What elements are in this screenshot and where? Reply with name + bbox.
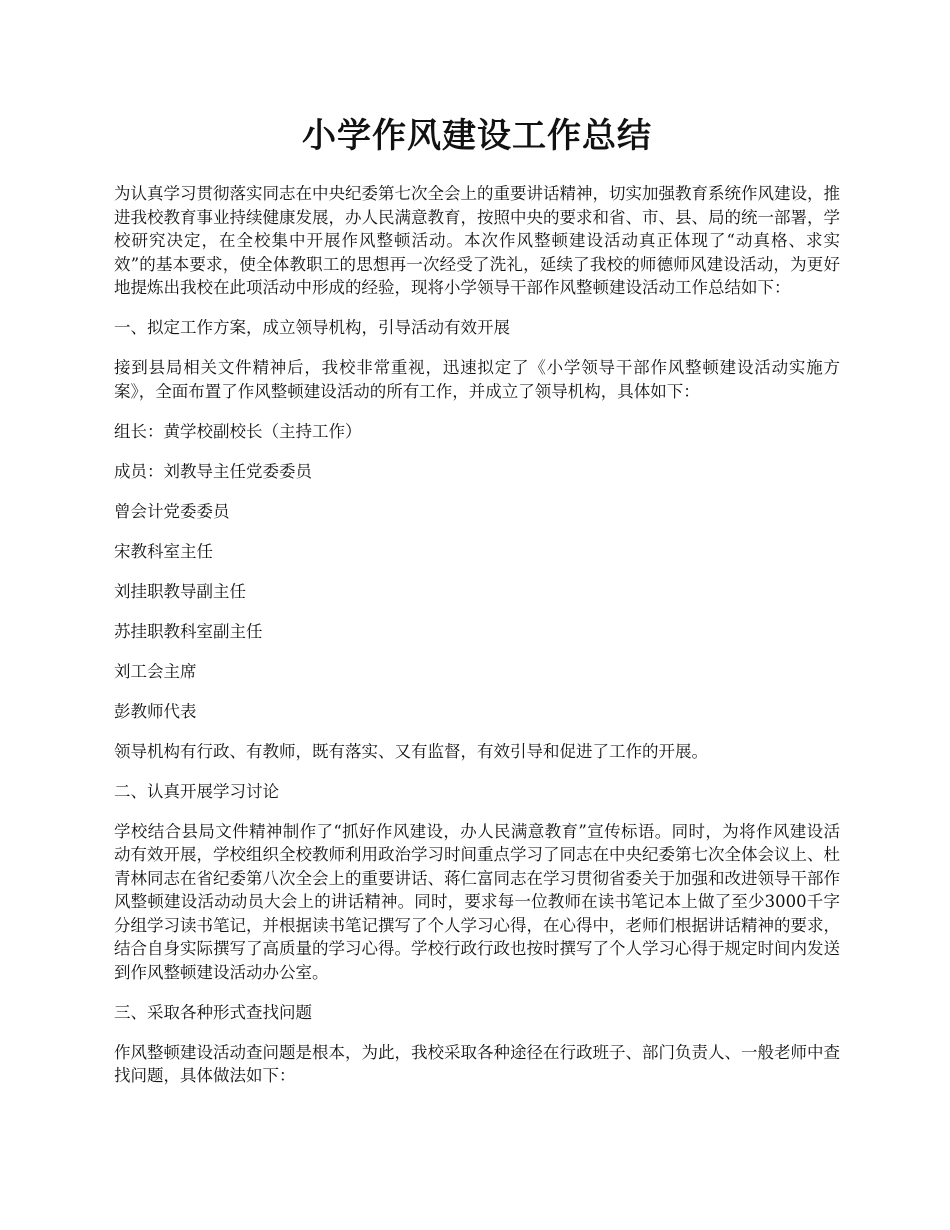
member-line: 宋教科室主任 xyxy=(114,541,213,561)
member-line: 曾会计党委委员 xyxy=(114,501,230,521)
section1-heading: 一、拟定工作方案，成立领导机构，引导活动有效开展 xyxy=(114,318,510,337)
member-line: 彭教师代表 xyxy=(114,701,197,721)
section2-heading: 二、认真开展学习讨论 xyxy=(114,781,279,801)
member-line: 成员：刘教导主任党委委员 xyxy=(114,461,312,481)
section1-summary: 领导机构有行政、有教师，既有落实、又有监督，有效引导和促进了工作的开展。 xyxy=(114,741,708,761)
member-line: 刘工会主席 xyxy=(114,661,197,681)
document-page xyxy=(114,112,840,1104)
intro-paragraph: 为认真学习贯彻落实同志在中央纪委第七次全会上的重要讲话精神，切实加强教育系统作风建设，推进我校教育事业持续健康发展，办人民满意教育，按照中央的要求和省、市、县、局的统一部署，学校研究决定，在全校集中开展作风整顿活动。本次作风整顿建设活动真正体现了“动真格、求实效”的基本要求，使全体教职工的思想再一次经受了洗礼，延续了我校的师德师风建设活动，为更好地提炼出我校在此项活动中形成的经验，现将小学领导干部作风整顿建设活动工作总结如下： xyxy=(114,184,840,297)
leader-line: 组长：黄学校副校长（主持工作） xyxy=(114,421,362,441)
member-line: 刘挂职教导副主任 xyxy=(114,581,246,601)
section2-paragraph: 学校结合县局文件精神制作了“抓好作风建设，办人民满意教育”宣传标语。同时，为将作风建设活动有效开展，学校组织全校教师利用政治学习时间重点学习了同志在中央纪委第七次全体会议上、杜青林同志在省纪委第八次全会上的重要讲话、蒋仁富同志在学习贯彻省委关于加强和改进领导干部作风整顿建设活动动员大会上的讲话精神。同时，要求每一位教师在读书笔记本上做了至少3000千字分组学习读书笔记，并根据读书笔记撰写了个人学习心得，在心得中，老师们根据讲话精神的要求，结合自身实际撰写了高质量的学习心得。学校行政行政也按时撰写了个人学习心得于规定时间内发送到作风整顿建设活动办公室。 xyxy=(114,821,840,982)
document-title: 小学作风建设工作总结 xyxy=(302,116,652,156)
section1-paragraph: 接到县局相关文件精神后，我校非常重视，迅速拟定了《小学领导干部作风整顿建设活动实施方案》，全面布置了作风整顿建设活动的所有工作，并成立了领导机构，具体如下： xyxy=(114,358,840,401)
member-line: 苏挂职教科室副主任 xyxy=(114,621,263,641)
section3-heading: 三、采取各种形式查找问题 xyxy=(114,1002,312,1022)
section3-paragraph: 作风整顿建设活动查问题是根本，为此，我校采取各种途径在行政班子、部门负责人、一般老师中查找问题，具体做法如下： xyxy=(114,1042,840,1085)
